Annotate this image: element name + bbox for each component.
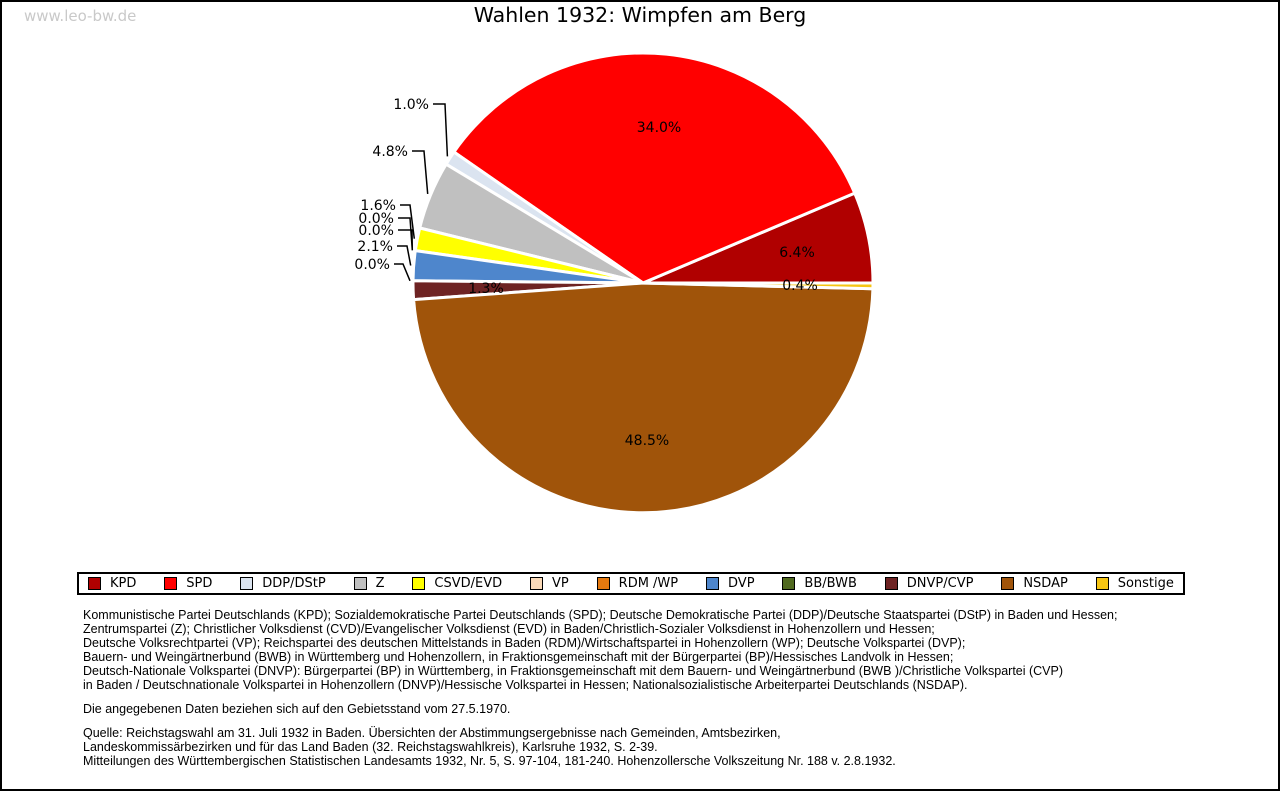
slice-callout-label-csvd-evd: 1.6%: [360, 198, 396, 214]
legend-swatch-vp: [530, 577, 543, 590]
slice-callout-label-ddp-dstp: 1.0%: [393, 97, 429, 113]
legend-item-ddp-dstp: [240, 576, 325, 591]
source-line: Landeskommissärbezirken und für das Land Baden (32. Reichstagswahlkreis), Karlsruhe 1932, S. 2-39.: [83, 740, 658, 754]
party-explanation-line: Zentrumspartei (Z); Christlicher Volksdienst (CVD)/Evangelischer Volksdienst (EVD) in Baden/Christlich-Sozialer Volksdienst in Hohenzollern und Hessen;: [83, 622, 935, 636]
legend-label: SPD: [186, 576, 213, 591]
callout-leader-line-ddp-dstp: [433, 104, 447, 156]
party-explanation-line: Bauern- und Weingärtnerbund (BWB) in Württemberg und Hohenzollern, in Fraktionsgemeinschaft mit der Bürgerpartei (BP)/Hessisches Landvolk in Hessen;: [83, 650, 954, 664]
legend-label: DDP/DStP: [262, 576, 326, 591]
legend-label: KPD: [110, 576, 137, 591]
party-explanation-line: Kommunistische Partei Deutschlands (KPD); Sozialdemokratische Partei Deutschlands (SPD); Deutsche Demokratische Partei (DDP)/Deutsche Staatspartei (DStP) in Baden und Hessen;: [83, 608, 1118, 622]
pie-slice-nsdap: [414, 283, 873, 513]
callout-leader-line-rdm-wp: [398, 230, 412, 250]
legend-item-nsdap: [1001, 576, 1068, 591]
legend-swatch-dvp: [706, 577, 719, 590]
legend-item-vp: [530, 576, 569, 591]
callout-leader-line-dvp: [397, 246, 411, 266]
callout-leader-line-bb-bwb: [394, 264, 410, 281]
legend-swatch-sonstige: [1096, 577, 1109, 590]
legend-label: CSVD/EVD: [434, 576, 503, 591]
slice-callout-label-vp: 0.0%: [358, 211, 394, 227]
legend-label: Z: [375, 576, 385, 591]
legend-item-dvp: [706, 576, 755, 591]
legend-swatch-kpd: [88, 577, 101, 590]
slice-value-label-kpd: 6.4%: [779, 245, 815, 261]
legend-item-csvd-evd: [412, 576, 502, 591]
legend-label: DVP: [728, 576, 755, 591]
callout-leader-line-z: [412, 151, 428, 194]
legend-label: RDM /WP: [618, 576, 679, 591]
slice-value-label-spd: 34.0%: [636, 120, 682, 136]
legend-item-z: [354, 576, 385, 591]
source-block: [83, 726, 1223, 768]
legend-item-bb-bwb: [782, 576, 856, 591]
party-explanation-line: Deutsch-Nationale Volkspartei (DNVP): Bürgerpartei (BP) in Württemberg, in Fraktionsgemeinschaft mit dem Bauern- und Weingärtnerbund (BWB )/Christliche Volkspartei (CVP): [83, 664, 1064, 678]
legend-item-rdm-wp: [597, 576, 678, 591]
source-line: Mitteilungen des Württembergischen Statistischen Landesamts 1932, Nr. 5, S. 97-104, 181-240. Hohenzollersche Volkszeitung Nr. 188 v. 2.8.1932.: [83, 754, 896, 768]
source-line: Quelle: Reichstagswahl am 31. Juli 1932 in Baden. Übersichten der Abstimmungsergebnisse nach Gemeinden, Amtsbezirken,: [83, 726, 781, 740]
slice-value-label-sonstige: 0.4%: [782, 278, 818, 294]
slice-value-label-dnvp-cvp: 1.3%: [468, 281, 504, 297]
party-explanations: [83, 608, 1223, 692]
territory-note: Die angegebenen Daten beziehen sich auf den Gebietsstand vom 27.5.1970.: [83, 702, 511, 716]
legend-item-dnvp-cvp: [885, 576, 974, 591]
slice-callout-label-z: 4.8%: [372, 144, 408, 160]
party-explanation-line: Deutsche Volksrechtpartei (VP); Reichspartei des deutschen Mittelstands in Baden (RDM)/Wirtschaftspartei in Hohenzollern (WP); Deutsche Volkspartei (DVP);: [83, 636, 966, 650]
legend-label: NSDAP: [1023, 576, 1068, 591]
legend-swatch-dnvp-cvp: [885, 577, 898, 590]
page-title: Wahlen 1932: Wimpfen am Berg: [473, 3, 807, 27]
legend-label: Sonstige: [1117, 576, 1174, 591]
legend-swatch-csvd-evd: [412, 577, 425, 590]
legend: [77, 572, 1185, 595]
slice-callout-label-rdm-wp: 0.0%: [358, 223, 394, 239]
legend-swatch-bb-bwb: [782, 577, 795, 590]
legend-swatch-nsdap: [1001, 577, 1014, 590]
watermark: www.leo-bw.de: [24, 7, 137, 25]
legend-item-spd: [164, 576, 212, 591]
slice-callout-label-dvp: 2.1%: [357, 239, 393, 255]
legend-item-kpd: [88, 576, 136, 591]
legend-label: VP: [552, 576, 569, 591]
legend-swatch-rdm-wp: [597, 577, 610, 590]
legend-swatch-spd: [164, 577, 177, 590]
legend-label: BB/BWB: [804, 576, 857, 591]
legend-label: DNVP/CVP: [906, 576, 974, 591]
legend-swatch-ddp-dstp: [240, 577, 253, 590]
party-explanation-line: in Baden / Deutschnationale Volkspartei in Hohenzollern (DNVP)/Hessische Volkspartei in Hessen; Nationalsozialistische Arbeiterpartei Deutschlands (NSDAP).: [83, 678, 968, 692]
slice-callout-label-bb-bwb: 0.0%: [354, 257, 390, 273]
legend-swatch-z: [354, 577, 367, 590]
slice-value-label-nsdap: 48.5%: [624, 433, 670, 449]
footer: [83, 608, 1223, 768]
legend-item-sonstige: [1096, 576, 1174, 591]
